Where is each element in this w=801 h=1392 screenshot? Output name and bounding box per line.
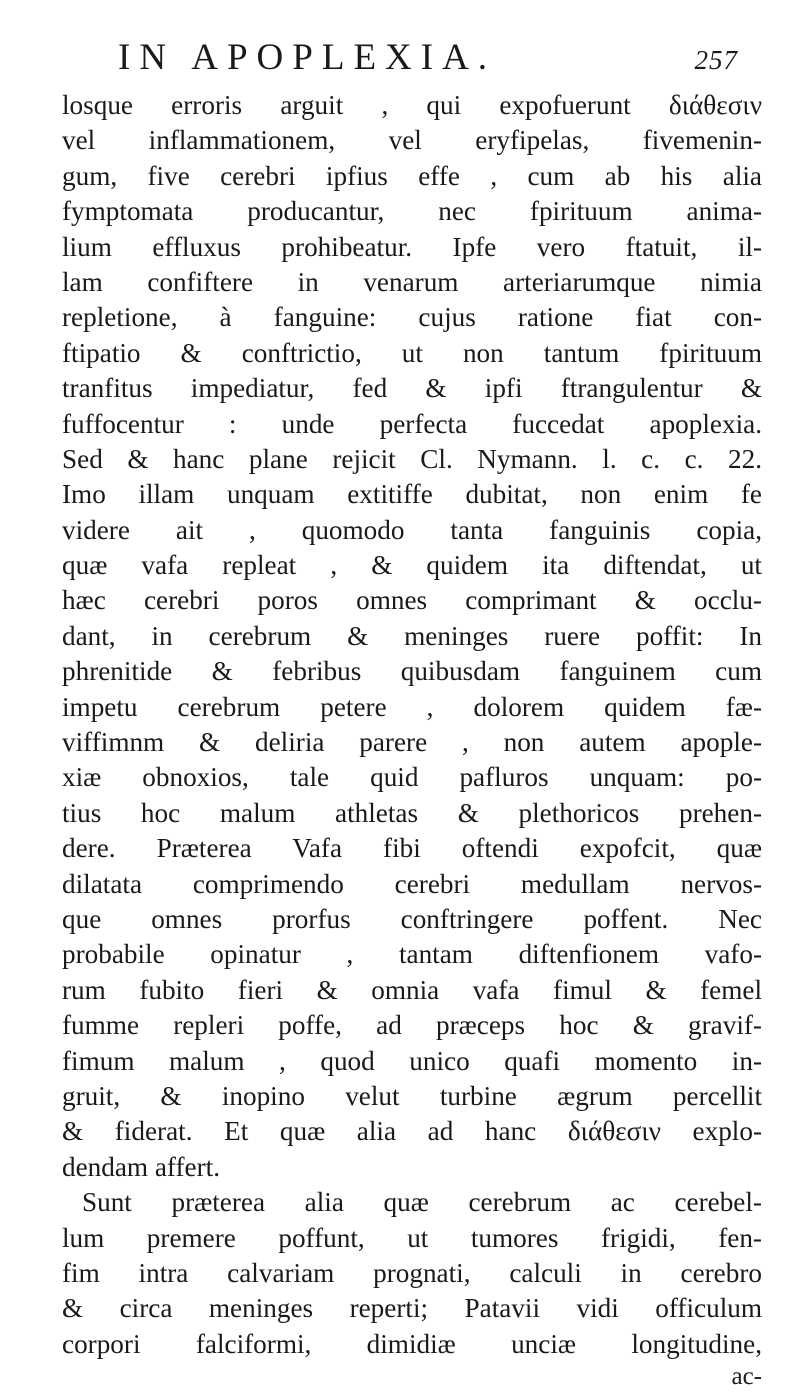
catchword: ac- (731, 1363, 762, 1391)
running-title: IN APOPLEXIA. (118, 37, 497, 78)
text-line: videre ait , quomodo tanta fanguinis copia, (62, 514, 762, 545)
text-line: viffimnm & deliria parere , non autem apople- (62, 727, 762, 758)
text-line: lium effluxus prohibeatur. Ipfe vero ftatuit, il- (62, 231, 762, 262)
text-line: rum fubito fieri & omnia vafa fimul & femel (62, 974, 762, 1005)
text-line: Sed & hanc plane rejicit Cl. Nymann. l. c. c. 22. (62, 443, 762, 474)
text-line: dendam affert. (62, 1151, 221, 1182)
text-line: quæ vafa repleat , & quidem ita diftendat, ut (62, 550, 762, 581)
text-line: & circa meninges reperti; Patavii vidi officulum (62, 1293, 762, 1324)
text-line: que omnes prorfus conftringere poffent. Nec (62, 903, 762, 934)
text-line: gum, five cerebri ipfius effe , cum ab his alia (62, 160, 762, 191)
text-line: dere. Præterea Vafa fibi oftendi expofcit, quæ (62, 833, 762, 864)
text-line: dant, in cerebrum & meninges ruere poffit: In (62, 620, 762, 651)
text-line: vel inflammationem, vel eryfipelas, fivemenin- (62, 125, 762, 156)
text-line: ftipatio & conftrictio, ut non tantum fpirituum (62, 337, 762, 368)
text-line: gruit, & inopino velut turbine ægrum percellit (62, 1080, 762, 1111)
text-line: dilatata comprimendo cerebri medullam nervos- (62, 868, 762, 899)
text-line: probabile opinatur , tantam diftenfionem vafo- (62, 939, 762, 970)
text-line: hæc cerebri poros omnes comprimant & occlu- (62, 585, 762, 616)
text-line: fuffocentur : unde perfecta fuccedat apoplexia. (62, 408, 762, 439)
page-number: 257 (694, 45, 738, 75)
text-line: xiæ obnoxios, tale quid pafluros unquam: po- (62, 762, 762, 793)
text-line: fimum malum , quod unico quafi momento in- (62, 1045, 762, 1076)
text-line: lam confiftere in venarum arteriarumque nimia (62, 266, 762, 297)
text-line: fumme repleri poffe, ad præceps hoc & gravif- (62, 1010, 762, 1041)
text-line: fymptomata producantur, nec fpirituum anima- (62, 196, 762, 227)
text-line: impetu cerebrum petere , dolorem quidem fæ- (62, 691, 762, 722)
text-line: Imo illam unquam extitiffe dubitat, non enim fe (62, 479, 762, 510)
text-line: tius hoc malum athletas & plethoricos prehen- (62, 797, 762, 828)
text-line: repletione, à fanguine: cujus ratione fiat con- (62, 302, 762, 333)
text-line: tranfitus impediatur, fed & ipfi ftrangulentur & (62, 373, 762, 404)
text-line: Sunt præterea alia quæ cerebrum ac cerebel- (82, 1187, 762, 1218)
text-line: losque erroris arguit , qui expofuerunt διάθεσιν (62, 90, 762, 120)
running-head (118, 34, 738, 82)
text-line: phrenitide & febribus quibusdam fanguinem cum (62, 656, 762, 687)
text-line: lum premere poffunt, ut tumores frigidi, fen- (62, 1222, 762, 1253)
body-text (62, 88, 762, 1392)
text-line: corpori falciformi, dimidiæ unciæ longitudine, (62, 1328, 762, 1359)
text-line: fim intra calvariam prognati, calculi in cerebro (62, 1257, 762, 1288)
text-line: & fiderat. Et quæ alia ad hanc διάθεσιν explo- (62, 1116, 762, 1147)
